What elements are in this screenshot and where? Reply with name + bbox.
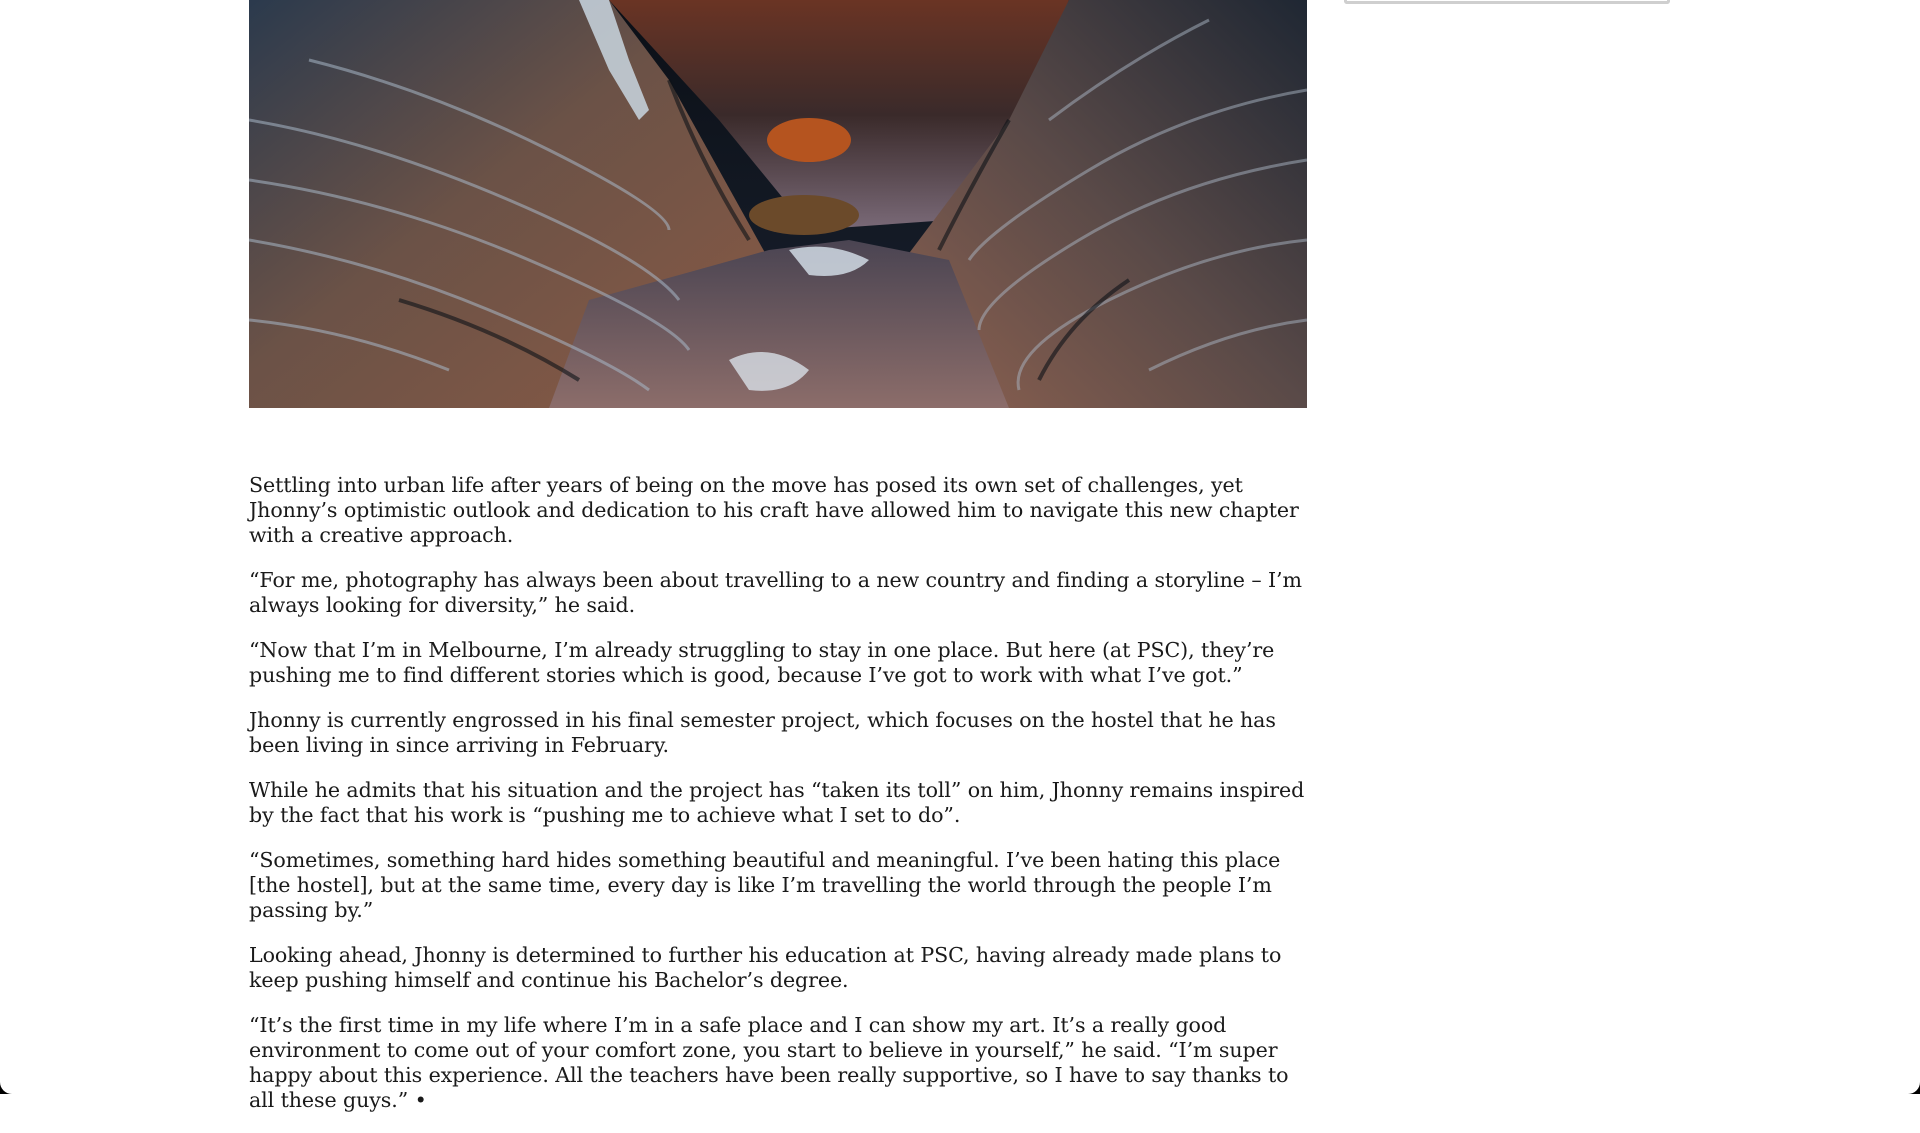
article-hero-image <box>249 0 1307 408</box>
article-paragraph-6: “Sometimes, something hard hides something beautiful and meaningful. I’ve been hating this place [the hostel], but at the same time, every day is like I’m travelling the world through the people I’m passing by.” <box>249 848 1281 922</box>
article-paragraph-1: Settling into urban life after years of being on the move has posed its own set of challenges, yet Jhonny’s optimistic outlook and dedication to his craft have allowed him to navigate this new chapter with a creative approach. <box>249 473 1299 547</box>
article-paragraph-3: “Now that I’m in Melbourne, I’m already struggling to stay in one place. But here (at PSC), they’re pushing me to find different stories which is good, because I’ve got to work with what I’ve got.” <box>249 638 1275 687</box>
article-paragraph-4: Jhonny is currently engrossed in his final semester project, which focuses on the hostel that he has been living in since arriving in February. <box>249 708 1276 757</box>
canyon-photo <box>249 0 1307 408</box>
sidebar-widget-border <box>1344 0 1670 4</box>
article <box>249 0 1307 1133</box>
article-body <box>249 473 1307 1113</box>
article-paragraph-8: “It’s the first time in my life where I’m in a safe place and I can show my art. It’s a really good environment to come out of your comfort zone, you start to believe in yourself,” he said. “I’m super happy about this experience. All the teachers have been really supportive, so I have to say thanks to all these guys.” • <box>249 1013 1289 1112</box>
article-paragraph-5: While he admits that his situation and the project has “taken its toll” on him, Jhonny remains inspired by the fact that his work is “pushing me to achieve what I set to do”. <box>249 778 1305 827</box>
window-corner-left <box>0 1082 12 1094</box>
article-paragraph-7: Looking ahead, Jhonny is determined to further his education at PSC, having already made plans to keep pushing himself and continue his Bachelor’s degree. <box>249 943 1282 992</box>
article-paragraph-2: “For me, photography has always been about travelling to a new country and finding a storyline – I’m always looking for diversity,” he said. <box>249 568 1302 617</box>
window-corner-right <box>1908 1082 1920 1094</box>
